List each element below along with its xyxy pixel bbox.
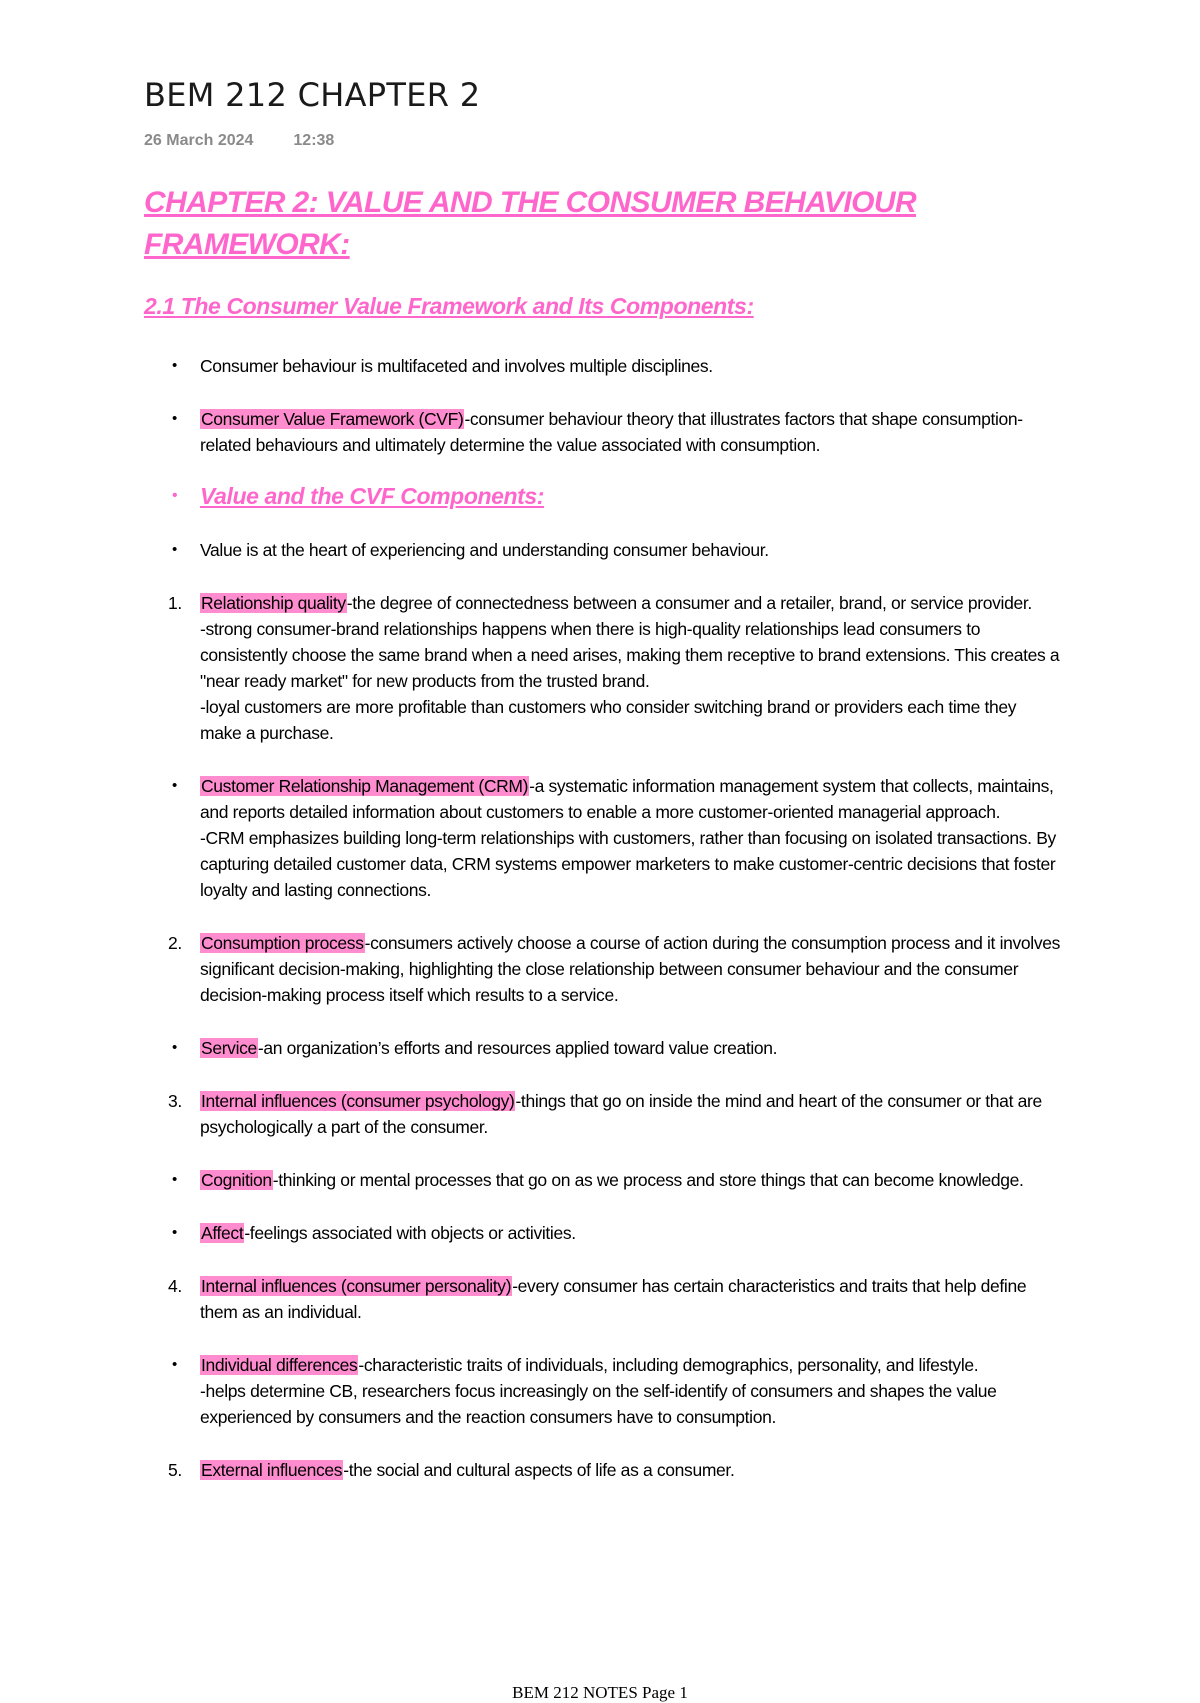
list-item-text (200, 353, 1060, 379)
list-item-line (200, 616, 1060, 694)
list-item-line (200, 481, 1060, 511)
highlighted-term: Internal influences (consumer psychology) (201, 1091, 515, 1111)
list-item-line (200, 825, 1060, 903)
list-item-line (200, 590, 1060, 616)
highlighted-term: Internal influences (consumer personality) (201, 1276, 512, 1296)
page-title: BEM 212 CHAPTER 2 (144, 76, 481, 114)
bullet-marker: • (172, 1356, 177, 1373)
list-item (0, 1035, 1200, 1061)
list-item-text (200, 1352, 1060, 1430)
highlighted-term: Individual differences (201, 1355, 358, 1375)
definition-text: -the degree of connectedness between a consumer and a retailer, brand, or service provider. (346, 593, 1032, 613)
definition-text: -CRM emphasizes building long-term relationships with customers, rather than focusing on isolated transactions. By capturing detailed customer data, CRM systems empower marketers to make customer-centric decisions that foster loyalty and lasting connections. (200, 828, 1056, 900)
notes-content (0, 353, 1200, 1510)
bullet-marker: • (172, 410, 177, 427)
list-number: 4. (168, 1276, 182, 1296)
highlighted-term: Service (201, 1038, 257, 1058)
definition-text: -a systematic information management system that collects, maintains, and reports detailed information about customers to enable a more customer-oriented managerial approach. (200, 776, 1054, 822)
list-item-text (200, 1167, 1060, 1193)
list-item (0, 353, 1200, 379)
highlighted-term: Relationship quality (201, 593, 346, 613)
list-item-line (200, 930, 1060, 1008)
list-item (0, 590, 1200, 746)
list-item-line (200, 537, 1060, 563)
definition-text: -helps determine CB, researchers focus increasingly on the self-identify of consumers and shapes the value experienced by consumers and the reaction consumers have to consumption. (200, 1381, 997, 1427)
list-item (0, 1352, 1200, 1430)
list-item-line (200, 1088, 1060, 1140)
page-meta (144, 132, 334, 150)
definition-text: Value is at the heart of experiencing and understanding consumer behaviour. (200, 540, 769, 560)
list-number: 2. (168, 933, 182, 953)
list-item-line (200, 1457, 1060, 1483)
list-item-line (200, 1167, 1060, 1193)
bullet-marker: • (172, 1039, 177, 1056)
list-item-text (200, 1457, 1060, 1483)
bullet-marker: • (172, 541, 177, 558)
list-item-text (200, 1035, 1060, 1061)
bullet-marker: • (172, 357, 177, 374)
list-item-text (200, 1088, 1060, 1140)
list-item-line (200, 353, 1060, 379)
list-item-line (200, 1378, 1060, 1430)
definition-text: -things that go on inside the mind and heart of the consumer or that are psychologically a part of the consumer. (200, 1091, 1042, 1137)
list-item (0, 1457, 1200, 1483)
definition-text: -an organization’s efforts and resources applied toward value creation. (257, 1038, 778, 1058)
bullet-marker: • (172, 487, 177, 504)
chapter-heading: CHAPTER 2: VALUE AND THE CONSUMER BEHAVIOUR FRAMEWORK: (144, 186, 917, 261)
list-number: 3. (168, 1091, 182, 1111)
list-item-text (200, 481, 1060, 511)
definition-text: -loyal customers are more profitable than customers who consider switching brand or providers each time they make a purchase. (200, 697, 1017, 743)
list-item (0, 406, 1200, 458)
list-number: 1. (168, 593, 182, 613)
list-item (0, 1167, 1200, 1193)
page-time: 12:38 (293, 132, 335, 149)
sub-heading-item (0, 481, 1200, 511)
highlighted-term: Consumer Value Framework (CVF) (201, 409, 464, 429)
bullet-marker: • (172, 1224, 177, 1241)
bullet-marker: • (172, 1171, 177, 1188)
list-item (0, 930, 1200, 1008)
definition-text: -thinking or mental processes that go on as we process and store things that can become knowledge. (272, 1170, 1024, 1190)
list-item-line (200, 1352, 1060, 1378)
list-item-line (200, 1220, 1060, 1246)
list-item-text (200, 1273, 1060, 1325)
list-item (0, 1273, 1200, 1325)
list-number: 5. (168, 1460, 182, 1480)
list-item-line (200, 1035, 1060, 1061)
list-item-line (200, 694, 1060, 746)
list-item (0, 537, 1200, 563)
list-item-text (200, 1220, 1060, 1246)
page-date: 26 March 2024 (144, 132, 254, 149)
highlighted-term: Customer Relationship Management (CRM) (201, 776, 529, 796)
list-item (0, 1220, 1200, 1246)
highlighted-term: Affect (201, 1223, 244, 1243)
list-item-text (200, 406, 1060, 458)
list-item-text (200, 930, 1060, 1008)
definition-text: -the social and cultural aspects of life as a consumer. (343, 1460, 735, 1480)
list-item-text (200, 537, 1060, 563)
definition-text: -consumer behaviour theory that illustrates factors that shape consumption-related behaviours and ultimately determine the value associated with consumption. (200, 409, 1023, 455)
list-item-text (200, 590, 1060, 746)
definition-text: -feelings associated with objects or activities. (244, 1223, 576, 1243)
definition-text: -consumers actively choose a course of action during the consumption process and it involves significant decision-making, highlighting the close relationship between consumer behaviour and the consumer decision-making process itself which results to a service. (200, 933, 1061, 1005)
highlighted-term: Consumption process (201, 933, 364, 953)
list-item (0, 1088, 1200, 1140)
list-item-line (200, 406, 1060, 458)
page-footer: BEM 212 NOTES Page 1 (512, 1683, 688, 1702)
list-item-line (200, 1273, 1060, 1325)
bullet-marker: • (172, 777, 177, 794)
definition-text: -strong consumer-brand relationships happens when there is high-quality relationships lead consumers to consistently choose the same brand when a need arises, making them receptive to brand extensions. This creates a "near ready market" for new products from the trusted brand. (200, 619, 1060, 691)
list-item (0, 773, 1200, 903)
list-item-text (200, 773, 1060, 903)
highlighted-term: Cognition (201, 1170, 272, 1190)
section-heading: 2.1 The Consumer Value Framework and Its Components: (144, 293, 754, 319)
highlighted-term: External influences (201, 1460, 343, 1480)
list-item-line (200, 773, 1060, 825)
definition-text: Consumer behaviour is multifaceted and involves multiple disciplines. (200, 356, 713, 376)
definition-text: -every consumer has certain characteristics and traits that help define them as an individual. (200, 1276, 1027, 1322)
definition-text: -characteristic traits of individuals, including demographics, personality, and lifestyle. (358, 1355, 979, 1375)
definition-text: Value and the CVF Components: (200, 483, 545, 509)
